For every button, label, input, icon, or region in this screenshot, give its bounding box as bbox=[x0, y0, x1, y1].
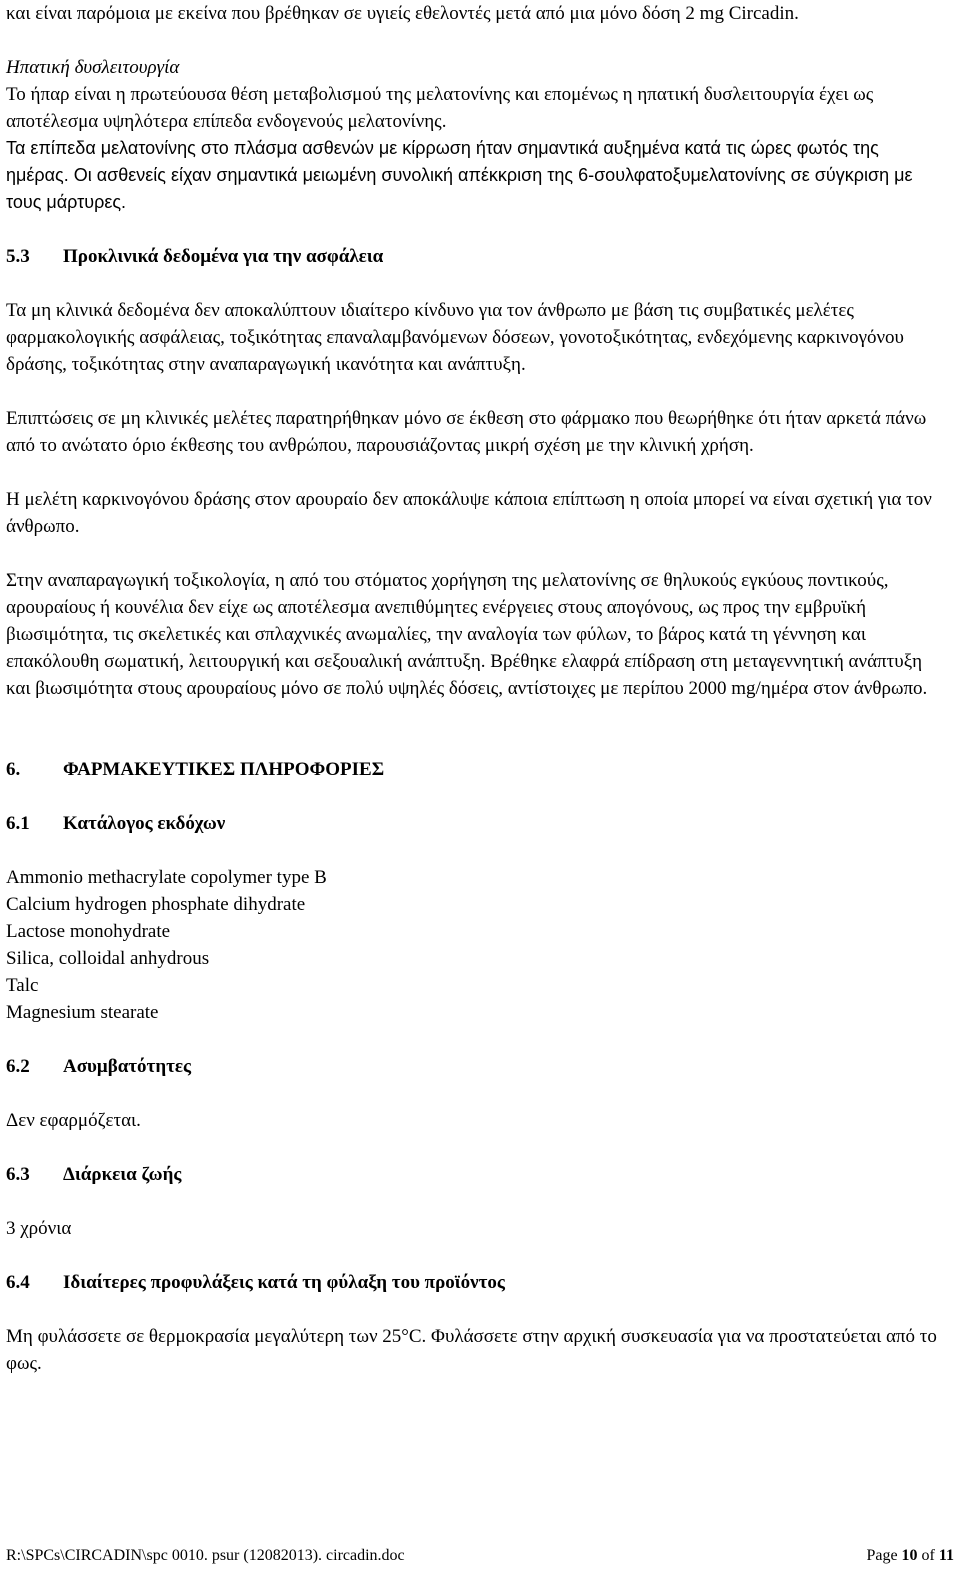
section-title: Προκλινικά δεδομένα για την ασφάλεια bbox=[63, 246, 384, 267]
section-title: Ιδιαίτερες προφυλάξεις κατά τη φύλαξη του προϊόντος bbox=[63, 1272, 505, 1293]
page-current: 10 bbox=[901, 1547, 918, 1564]
section-5-3-paragraph-3: Η μελέτη καρκινογόνου δράσης στον αρουραίο δεν αποκάλυψε κάποια επίπτωση η οποία μπορεί να είναι σχετική για τον άνθρωπο. bbox=[6, 489, 932, 537]
section-number: 6.2 bbox=[6, 1056, 30, 1077]
excipients-list bbox=[6, 864, 940, 1026]
list-item: Lactose monohydrate bbox=[6, 921, 171, 942]
page-total: 11 bbox=[938, 1547, 954, 1564]
section-5-3-paragraph-1: Τα μη κλινικά δεδομένα δεν αποκαλύπτουν ιδιαίτερο κίνδυνο για τον άνθρωπο με βάση τις συμβατικές μελέτες φαρμακολογικής ασφάλειας, τοξικότητας επαναλαμβανόμενων δόσεων, γονοτοξικότητας, ενδεχόμενης καρκινογόνου δράσης, τοξικότητας στην αναπαραγωγική ικανότητα και ανάπτυξη. bbox=[6, 300, 904, 375]
section-6-3-body: 3 χρόνια bbox=[6, 1218, 72, 1239]
section-number: 6.4 bbox=[6, 1272, 30, 1293]
hepatic-sans-paragraph: Τα επίπεδα μελατονίνης στο πλάσμα ασθενών με κίρρωση ήταν σημαντικά αυξημένα κατά τις ώρες φωτός της ημέρας. Οι ασθενείς είχαν σημαντικά μειωμένη συνολική απέκκριση της 6-σουλφατοξυμελατονίνης σε σύγκριση με τους μάρτυρες. bbox=[6, 138, 913, 212]
section-6-3-heading bbox=[6, 1161, 940, 1188]
section-number: 5.3 bbox=[6, 246, 30, 267]
list-item: Calcium hydrogen phosphate dihydrate bbox=[6, 894, 306, 915]
section-6-2-body: Δεν εφαρμόζεται. bbox=[6, 1110, 141, 1131]
footer-file-path: R:\SPCs\CIRCADIN\spc 0010. psur (12082013). circadin.doc bbox=[6, 1547, 405, 1564]
list-item: Magnesium stearate bbox=[6, 1002, 159, 1023]
page-word: Page bbox=[866, 1547, 898, 1564]
intro-paragraph: και είναι παρόμοια με εκείνα που βρέθηκαν σε υγιείς εθελοντές μετά από μια μόνο δόση 2 mg Circadin. bbox=[6, 3, 799, 24]
hepatic-paragraph: Το ήπαρ είναι η πρωτεύουσα θέση μεταβολισμού της μελατονίνης και επομένως η ηπατική δυσλειτουργία έχει ως αποτέλεσμα υψηλότερα επίπεδα ενδογενούς μελατονίνης. bbox=[6, 84, 874, 132]
page-footer bbox=[6, 1545, 954, 1567]
document-page bbox=[6, 0, 940, 1377]
section-6-heading bbox=[6, 756, 940, 783]
page-of: of bbox=[921, 1547, 935, 1564]
section-6-4-body: Μη φυλάσσετε σε θερμοκρασία μεγαλύτερη των 25°C. Φυλάσσετε στην αρχική συσκευασία για να προστατεύεται από το φως. bbox=[6, 1326, 937, 1374]
section-5-3-paragraph-2: Επιπτώσεις σε μη κλινικές μελέτες παρατηρήθηκαν μόνο σε έκθεση στο φάρμακο που θεωρήθηκε ότι ήταν αρκετά πάνω από το ανώτατο όριο έκθεσης του ανθρώπου, παρουσιάζοντας μικρή σχέση με την κλινική χρήση. bbox=[6, 408, 927, 456]
section-title: Διάρκεια ζωής bbox=[63, 1164, 182, 1185]
section-6-4-heading bbox=[6, 1269, 940, 1296]
section-6-2-heading bbox=[6, 1053, 940, 1080]
section-number: 6.3 bbox=[6, 1164, 30, 1185]
section-title: Ασυμβατότητες bbox=[63, 1056, 191, 1077]
hepatic-subheading: Ηπατική δυσλειτουργία bbox=[6, 57, 180, 78]
section-number: 6.1 bbox=[6, 813, 30, 834]
list-item: Ammonio methacrylate copolymer type B bbox=[6, 867, 327, 888]
section-title: Κατάλογος εκδόχων bbox=[63, 813, 226, 834]
list-item: Talc bbox=[6, 975, 39, 996]
section-6-1-heading bbox=[6, 810, 940, 837]
section-number: 6. bbox=[6, 759, 21, 780]
section-5-3-heading bbox=[6, 243, 940, 270]
section-title: ΦΑΡΜΑΚΕΥΤΙΚΕΣ ΠΛΗΡΟΦΟΡΙΕΣ bbox=[63, 759, 385, 780]
footer-page-number bbox=[866, 1545, 954, 1567]
list-item: Silica, colloidal anhydrous bbox=[6, 948, 210, 969]
section-5-3-paragraph-4: Στην αναπαραγωγική τοξικολογία, η από του στόματος χορήγηση της μελατονίνης σε θηλυκούς εγκύους ποντικούς, αρουραίους ή κουνέλια δεν είχε ως αποτέλεσμα ανεπιθύμητες ενέργειες στους απογόνους, ως προς την εμβρυϊκή βιωσιμότητα, τις σκελετικές και σπλαχνικές ανωμαλίες, την αναλογία των φύλων, το βάρος κατά τη γέννηση και επακόλουθη σωματική, λειτουργική και σεξουαλική ανάπτυξη. Βρέθηκε ελαφρά επίδραση στη μεταγεννητική ανάπτυξη και βιωσιμότητα στους αρουραίους μόνο σε πολύ υψηλές δόσεις, αντίστοιχες με περίπου 2000 mg/ημέρα στον άνθρωπο. bbox=[6, 570, 928, 699]
